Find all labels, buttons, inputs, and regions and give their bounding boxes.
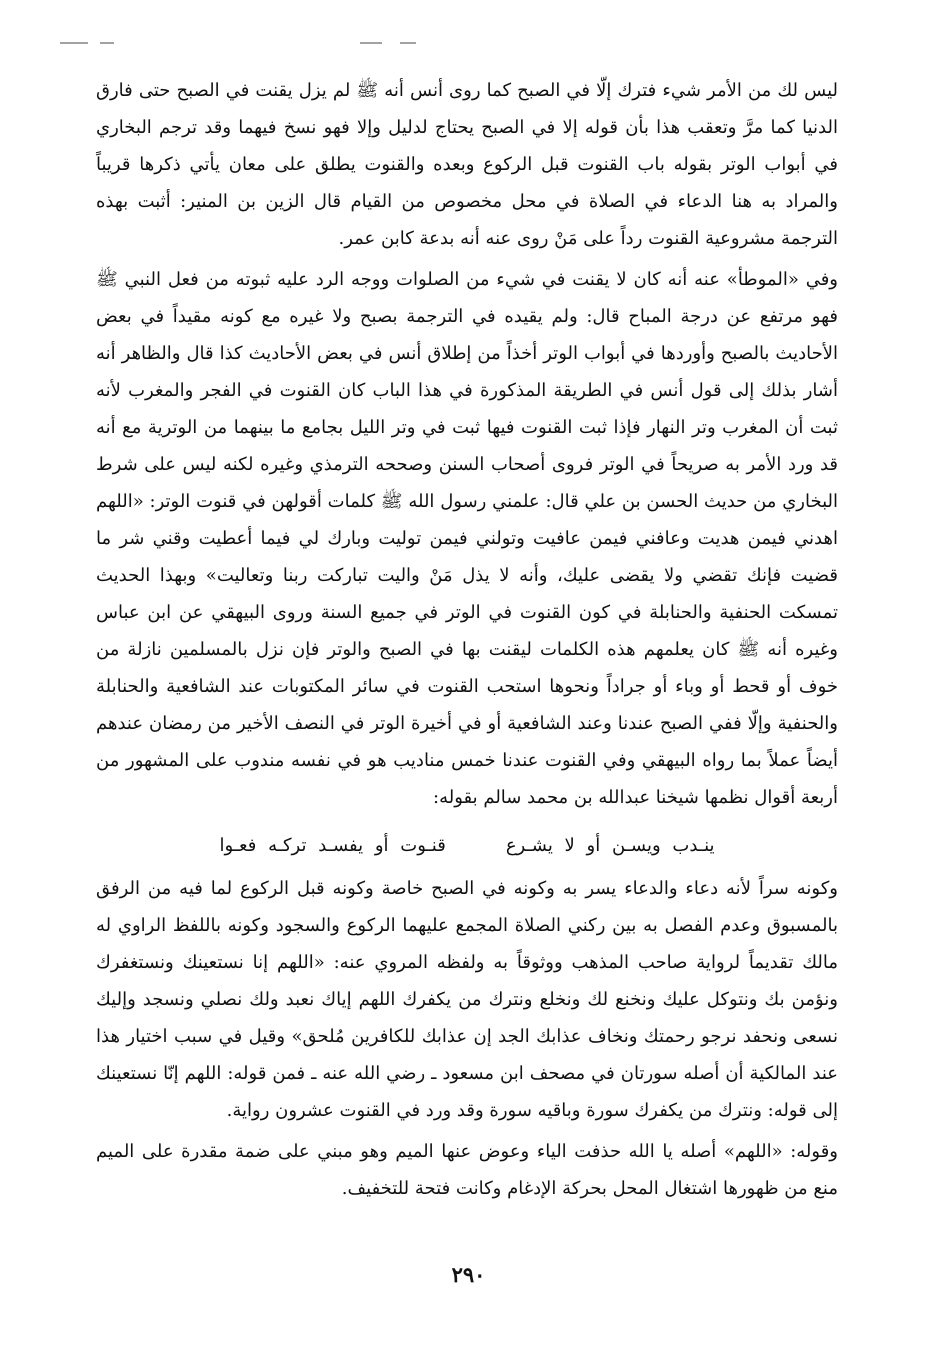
- paragraph-4: وقوله: «اللهم» أصله يا الله حذفت الياء وعوض عنها الميم وهو مبني على ضمة مقدرة على الميم منع من ظهورها اشتغال المحل بحركة الإدغام وكانت فتحة للتخفيف.: [96, 1141, 838, 1199]
- paragraph-3: وكونه سراً لأنه دعاء والدعاء يسر به وكونه في الصبح خاصة وكونه قبل الركوع لما فيه من الرفق بالمسبوق وعدم الفصل به بين ركني الصلاة المجمع عليهما الركوع والسجود وكونه باللفظ الراوي له مالك تقديماً لرواية صاحب المذهب ووثوقاً به ولفظه المروي عنه: «اللهم إنا نستعينك ونستغفرك ونؤمن بك ونتوكل عليك ونخنع لك ونخلع ونترك من يكفرك اللهم إياك نعبد ولك نصلي ونسجد وإليك نسعى ونحفد نرجو رحمتك ونخاف عذابك الجد إن عذابك للكافرين مُلحق» وقيل في سبب اختيار هذا عند المالكية أن أصله سورتان في مصحف ابن مسعود ـ رضي الله عنه ـ فمن قوله: اللهم إنّا نستعينك إلى قوله: ونترك من يكفرك سورة وباقيه سورة وقد ورد في القنوت عشرون رواية.: [96, 878, 839, 1121]
- verse-second-hemistich: قنـوت أو يفسـد تركـه فعـوا: [219, 835, 446, 856]
- verse-first-hemistich: ينـدب ويسـن أو لا يشـرع: [505, 835, 715, 856]
- paragraph-2: وفي «الموطأ» عنه أنه كان لا يقنت في شيء من الصلوات ووجه الرد عليه ثبوته من فعل النبي ﷺ فهو مرتفع عن درجة المباح قال: ولم يقيده في الترجمة بصبح ولا غيره مع كونه مقيداً في بعض الأحاديث بالصبح وأوردها في أبواب الوتر أخذاً من إطلاق أنس في بعض الأحاديث كذا قال والظاهر أنه أشار بذلك إلى قول أنس في الطريقة المذكورة في هذا الباب كان القنوت في الفجر والمغرب لأنه ثبت أن المغرب وتر النهار فإذا ثبت القنوت فيها ثبت في وتر الليل بجامع ما بينهما من الوترية مع أنه قد ورد الأمر به صريحاً في الوتر فروى أصحاب السنن وصححه الترمذي وغيره لكنه ليس على شرط البخاري من حديث الحسن بن علي قال: علمني رسول الله ﷺ كلمات أقولهن في قنوت الوتر: «اللهم اهدني فيمن هديت وعافني فيمن عافيت وتولني فيمن توليت وبارك لي فيما أعطيت وقني شر ما قضيت فإنك تقضي ولا يقضى عليك، وأنه لا يذل مَنْ واليت تباركت ربنا وتعاليت» وبهذا الحديث تمسكت الحنفية والحنابلة في كون القنوت في الوتر في جميع السنة وروى البيهقي عن ابن عباس وغيره أنه ﷺ كان يعلمهم هذه الكلمات ليقنت بها في الصبح والوتر فإن نزل بالمسلمين نازلة من خوف أو قحط أو وباء أو جراداً ونحوها استحب القنوت في سائر المكتوبات عند الشافعية والحنابلة والحنفية وإلّا ففي الصبح عندنا وعند الشافعية أو في أخيرة الوتر في النصف الأخير من رمضان عندهم أيضاً عملاً بما رواه البيهقي وفي القنوت عندنا خمس مناديب هو في نفسه مندوب على المشهور من أربعة أقوال نظمها شيخنا عبدالله بن محمد سالم بقوله:: [96, 269, 838, 808]
- poem-verse: [96, 826, 838, 866]
- paragraph-1: ليس لك من الأمر شيء فترك إلّا في الصبح كما روى أنس أنه ﷺ لم يزل يقنت في الصبح حتى فارق الدنيا كما مرَّ وتعقب هذا بأن قوله إلا في الصبح يحتاج لدليل وإلا فهو نسخ فيهما وقد ترجم البخاري في أبواب الوتر بقوله باب القنوت قبل الركوع وبعده والقنوت يطلق على معان يأتي ذكرها قريباً والمراد به هنا الدعاء في الصلاة في محل مخصوص من القيام قال الزين بن المنير: أثبت بهذه الترجمة مشروعية القنوت رداً على مَنْ روى عنه أنه بدعة كابن عمر.: [96, 80, 838, 249]
- page-number: ٢٩٠: [451, 1262, 486, 1287]
- main-text: [96, 72, 838, 1207]
- scan-artifacts: [60, 38, 480, 48]
